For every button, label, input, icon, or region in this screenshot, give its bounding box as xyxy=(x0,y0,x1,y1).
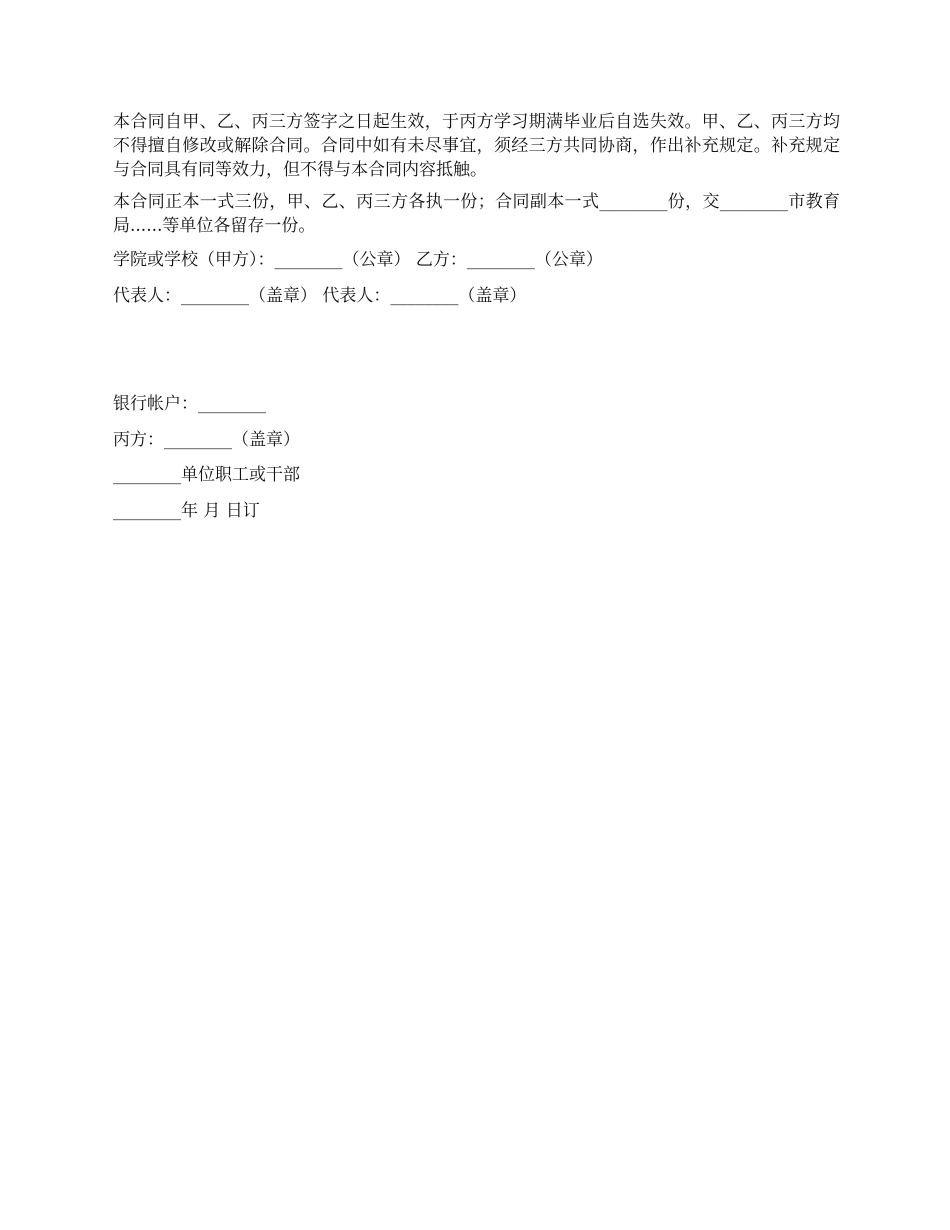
bank-account-line: 银行帐户：________ xyxy=(113,394,266,414)
date-signed-line: ________年 月 日订 xyxy=(113,501,260,521)
unit-staff-line: ________单位职工或干部 xyxy=(113,465,300,485)
party-a-b-seal-line: 学院或学校（甲方）：________（公章） 乙方：________（公章） xyxy=(113,250,603,270)
party-c-line: 丙方：________（盖章） xyxy=(113,430,300,450)
copies-clause-paragraph: 本合同正本一式三份，甲、乙、丙三方各执一份；合同副本一式________份，交________市教育局......等单位各留存一份。 xyxy=(113,192,840,236)
validity-clause-paragraph: 本合同自甲、乙、丙三方签字之日起生效，于丙方学习期满毕业后自选失效。甲、乙、丙三方均不得擅自修改或解除合同。合同中如有未尽事宜，须经三方共同协商，作出补充规定。补充规定与合同具有同等效力，但不得与本合同内容抵触。 xyxy=(113,112,840,180)
representatives-line: 代表人：________（盖章） 代表人：________（盖章） xyxy=(113,286,527,306)
